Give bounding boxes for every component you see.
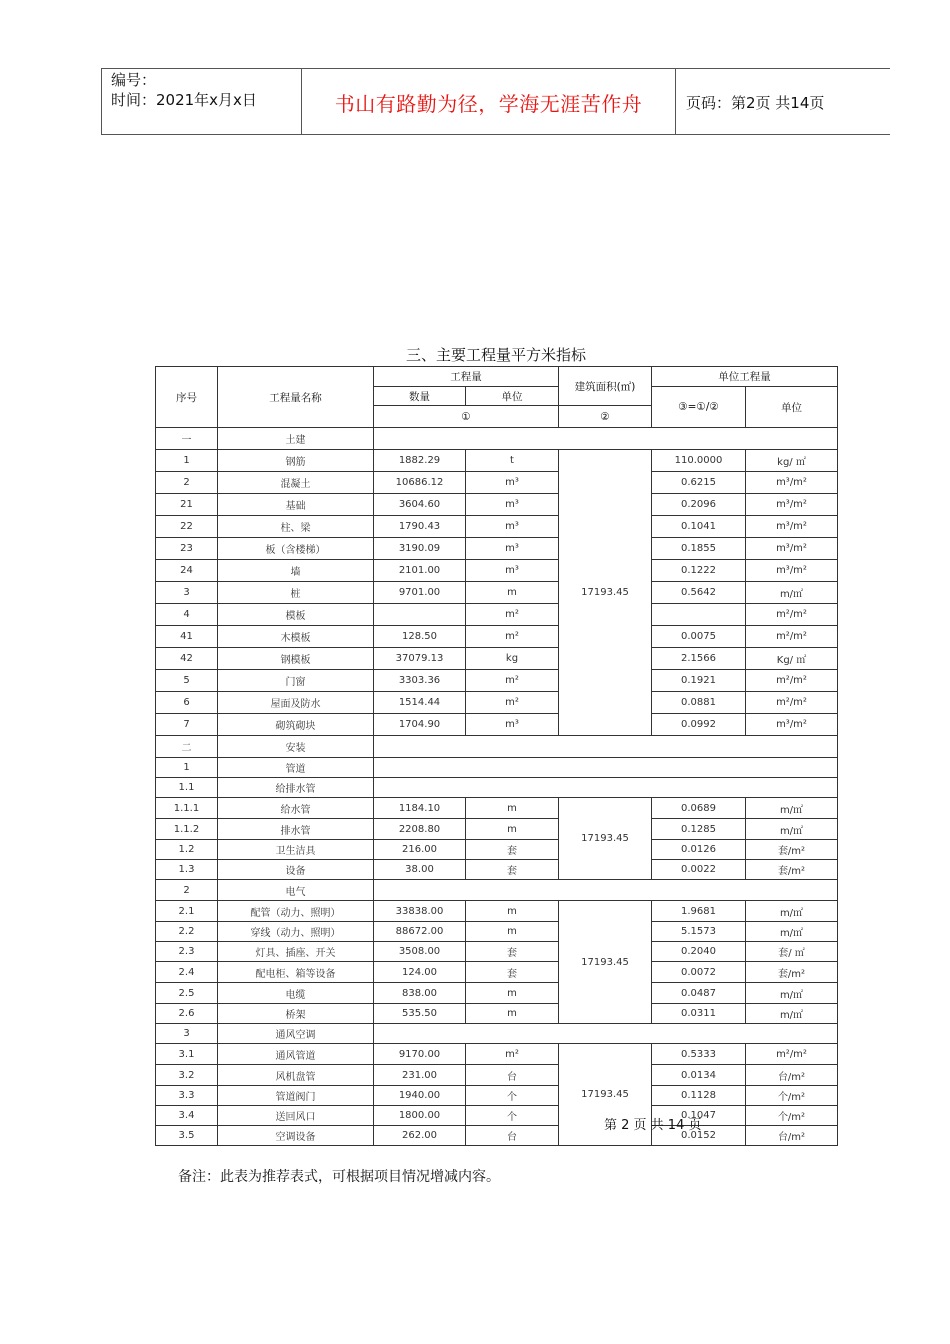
table-row xyxy=(156,942,838,962)
row-quantity: 262.00 xyxy=(374,1126,466,1146)
row-seq: 1.3 xyxy=(156,860,218,880)
quantity-index-table xyxy=(155,366,838,1146)
row-name: 安装 xyxy=(218,736,374,758)
row-ratio: 0.2040 xyxy=(652,942,746,962)
row-seq: 一 xyxy=(156,428,218,450)
table-row xyxy=(156,736,838,758)
row-name: 屋面及防水 xyxy=(218,692,374,714)
row-ratio-unit: m²/m² xyxy=(746,1044,838,1065)
row-unit: m³ xyxy=(466,516,559,538)
row-quantity: 1790.43 xyxy=(374,516,466,538)
row-unit: m³ xyxy=(466,472,559,494)
header-unit-quantity-group: 单位工程量 xyxy=(652,367,838,387)
row-unit: m³ xyxy=(466,538,559,560)
row-unit: m² xyxy=(466,670,559,692)
row-unit: m² xyxy=(466,626,559,648)
table-row xyxy=(156,758,838,778)
row-name: 管道阀门 xyxy=(218,1086,374,1106)
row-unit: m xyxy=(466,1004,559,1024)
table-note: 备注：此表为推荐表式，可根据项目情况增减内容。 xyxy=(178,1169,500,1185)
row-ratio: 0.1041 xyxy=(652,516,746,538)
row-unit: 套 xyxy=(466,962,559,983)
table-row xyxy=(156,860,838,880)
row-seq: 2.4 xyxy=(156,962,218,983)
table-row xyxy=(156,922,838,942)
row-ratio-unit: m/㎡ xyxy=(746,1004,838,1024)
row-ratio-unit: m³/m² xyxy=(746,516,838,538)
table-row xyxy=(156,1086,838,1106)
row-quantity xyxy=(374,604,466,626)
row-unit: m³ xyxy=(466,714,559,736)
header-quantity: 数量 xyxy=(374,387,466,406)
row-unit: m xyxy=(466,798,559,819)
table-row xyxy=(156,798,838,819)
row-ratio-unit: kg/ ㎡ xyxy=(746,450,838,472)
row-ratio-unit: 个/m² xyxy=(746,1086,838,1106)
area-value: 17193.45 xyxy=(559,798,652,880)
table-row xyxy=(156,472,838,494)
row-name: 土建 xyxy=(218,428,374,450)
row-quantity: 216.00 xyxy=(374,840,466,860)
row-ratio-unit: m/㎡ xyxy=(746,901,838,922)
row-ratio-unit: m²/m² xyxy=(746,670,838,692)
row-seq: 5 xyxy=(156,670,218,692)
row-seq: 1 xyxy=(156,450,218,472)
row-unit: kg xyxy=(466,648,559,670)
row-name: 风机盘管 xyxy=(218,1065,374,1086)
row-seq: 2.6 xyxy=(156,1004,218,1024)
header-meta xyxy=(102,69,302,135)
row-seq: 2.5 xyxy=(156,983,218,1004)
row-seq: 3.4 xyxy=(156,1106,218,1126)
row-ratio: 0.0072 xyxy=(652,962,746,983)
row-ratio: 2.1566 xyxy=(652,648,746,670)
row-unit: t xyxy=(466,450,559,472)
row-name: 木模板 xyxy=(218,626,374,648)
row-unit: 套 xyxy=(466,942,559,962)
row-ratio-unit: m³/m² xyxy=(746,714,838,736)
row-seq: 24 xyxy=(156,560,218,582)
row-ratio: 0.1128 xyxy=(652,1086,746,1106)
row-name: 通风管道 xyxy=(218,1044,374,1065)
row-unit: m² xyxy=(466,1044,559,1065)
document-header xyxy=(101,68,890,135)
row-seq: 2 xyxy=(156,472,218,494)
table-row xyxy=(156,604,838,626)
table-row xyxy=(156,1106,838,1126)
row-ratio-unit: m³/m² xyxy=(746,560,838,582)
header-mark-2: ② xyxy=(559,406,652,428)
area-value: 17193.45 xyxy=(559,1044,652,1146)
row-name: 模板 xyxy=(218,604,374,626)
table-row xyxy=(156,582,838,604)
row-unit: m xyxy=(466,819,559,840)
row-ratio xyxy=(652,604,746,626)
row-unit: m xyxy=(466,582,559,604)
row-unit: 个 xyxy=(466,1086,559,1106)
table-row xyxy=(156,1044,838,1065)
table-row xyxy=(156,560,838,582)
table-row xyxy=(156,670,838,692)
area-value: 17193.45 xyxy=(559,450,652,736)
row-ratio: 0.0152 xyxy=(652,1126,746,1146)
row-name: 桩 xyxy=(218,582,374,604)
table-row xyxy=(156,692,838,714)
table-row xyxy=(156,648,838,670)
row-name: 通风空调 xyxy=(218,1024,374,1044)
row-seq: 1.1.1 xyxy=(156,798,218,819)
row-seq: 3.1 xyxy=(156,1044,218,1065)
row-ratio: 1.9681 xyxy=(652,901,746,922)
row-ratio: 0.1285 xyxy=(652,819,746,840)
table-row xyxy=(156,516,838,538)
row-ratio-unit: m³/m² xyxy=(746,538,838,560)
row-name: 设备 xyxy=(218,860,374,880)
row-ratio-unit: m/㎡ xyxy=(746,922,838,942)
row-seq: 2.2 xyxy=(156,922,218,942)
row-ratio-unit: m/㎡ xyxy=(746,582,838,604)
section-blank xyxy=(374,736,838,758)
table-row xyxy=(156,840,838,860)
section-blank xyxy=(374,778,838,798)
row-ratio-unit: 套/m² xyxy=(746,962,838,983)
table-row xyxy=(156,1004,838,1024)
row-quantity: 128.50 xyxy=(374,626,466,648)
row-seq: 7 xyxy=(156,714,218,736)
row-ratio-unit: m³/m² xyxy=(746,472,838,494)
row-ratio-unit: m²/m² xyxy=(746,692,838,714)
row-ratio: 0.0881 xyxy=(652,692,746,714)
table-row xyxy=(156,494,838,516)
row-ratio: 0.5642 xyxy=(652,582,746,604)
row-seq: 2 xyxy=(156,880,218,901)
row-ratio: 0.1047 xyxy=(652,1106,746,1126)
row-ratio: 0.1921 xyxy=(652,670,746,692)
row-seq: 22 xyxy=(156,516,218,538)
page-footer: 第 2 页 共 14 页 xyxy=(604,1118,702,1133)
row-unit: m³ xyxy=(466,560,559,582)
row-name: 管道 xyxy=(218,758,374,778)
row-quantity: 3190.09 xyxy=(374,538,466,560)
row-unit: 套 xyxy=(466,860,559,880)
row-unit: m xyxy=(466,901,559,922)
section-blank xyxy=(374,880,838,901)
row-ratio: 0.0075 xyxy=(652,626,746,648)
row-unit: m xyxy=(466,983,559,1004)
row-name: 板（含楼梯） xyxy=(218,538,374,560)
row-name: 空调设备 xyxy=(218,1126,374,1146)
row-name: 砌筑砌块 xyxy=(218,714,374,736)
row-ratio-unit: m²/m² xyxy=(746,604,838,626)
row-quantity: 124.00 xyxy=(374,962,466,983)
row-ratio: 110.0000 xyxy=(652,450,746,472)
row-quantity: 33838.00 xyxy=(374,901,466,922)
row-name: 混凝土 xyxy=(218,472,374,494)
row-quantity: 3508.00 xyxy=(374,942,466,962)
table-row xyxy=(156,714,838,736)
row-ratio-unit: 套/m² xyxy=(746,860,838,880)
row-unit: 台 xyxy=(466,1065,559,1086)
row-ratio: 5.1573 xyxy=(652,922,746,942)
row-name: 送回风口 xyxy=(218,1106,374,1126)
row-quantity: 88672.00 xyxy=(374,922,466,942)
row-ratio: 0.0487 xyxy=(652,983,746,1004)
row-seq: 3.2 xyxy=(156,1065,218,1086)
row-name: 给水管 xyxy=(218,798,374,819)
row-quantity: 1940.00 xyxy=(374,1086,466,1106)
row-name: 给排水管 xyxy=(218,778,374,798)
header-area: 建筑面积(㎡) xyxy=(559,367,652,406)
row-quantity: 1800.00 xyxy=(374,1106,466,1126)
row-name: 配电柜、箱等设备 xyxy=(218,962,374,983)
row-ratio-unit: 套/m² xyxy=(746,840,838,860)
row-seq: 1.1 xyxy=(156,778,218,798)
row-name: 钢筋 xyxy=(218,450,374,472)
row-name: 配管（动力、照明） xyxy=(218,901,374,922)
row-quantity: 37079.13 xyxy=(374,648,466,670)
row-name: 电气 xyxy=(218,880,374,901)
row-quantity: 231.00 xyxy=(374,1065,466,1086)
row-ratio-unit: m²/m² xyxy=(746,626,838,648)
row-name: 门窗 xyxy=(218,670,374,692)
row-ratio: 0.0022 xyxy=(652,860,746,880)
row-seq: 4 xyxy=(156,604,218,626)
header-formula: ③=①/② xyxy=(652,387,746,428)
row-quantity: 535.50 xyxy=(374,1004,466,1024)
row-seq: 3 xyxy=(156,582,218,604)
row-seq: 二 xyxy=(156,736,218,758)
table-row xyxy=(156,626,838,648)
row-ratio: 0.0992 xyxy=(652,714,746,736)
row-ratio: 0.0134 xyxy=(652,1065,746,1086)
row-name: 桥架 xyxy=(218,1004,374,1024)
section-blank xyxy=(374,758,838,778)
table-row xyxy=(156,962,838,983)
number-label: 编号： xyxy=(111,71,157,89)
row-seq: 42 xyxy=(156,648,218,670)
table-row xyxy=(156,819,838,840)
row-quantity: 9170.00 xyxy=(374,1044,466,1065)
row-quantity: 38.00 xyxy=(374,860,466,880)
table-row xyxy=(156,901,838,922)
row-quantity: 1514.44 xyxy=(374,692,466,714)
area-value: 17193.45 xyxy=(559,901,652,1024)
row-quantity: 2101.00 xyxy=(374,560,466,582)
row-name: 钢模板 xyxy=(218,648,374,670)
row-ratio: 0.0126 xyxy=(652,840,746,860)
row-quantity: 9701.00 xyxy=(374,582,466,604)
row-seq: 6 xyxy=(156,692,218,714)
row-seq: 2.3 xyxy=(156,942,218,962)
section-blank xyxy=(374,1024,838,1044)
row-ratio: 0.2096 xyxy=(652,494,746,516)
row-quantity: 2208.80 xyxy=(374,819,466,840)
row-ratio: 0.5333 xyxy=(652,1044,746,1065)
row-quantity: 10686.12 xyxy=(374,472,466,494)
row-unit: 个 xyxy=(466,1106,559,1126)
header-unit2: 单位 xyxy=(746,387,838,428)
header-quantity-group: 工程量 xyxy=(374,367,559,387)
row-seq: 1.2 xyxy=(156,840,218,860)
row-ratio-unit: 台/m² xyxy=(746,1065,838,1086)
row-ratio: 0.6215 xyxy=(652,472,746,494)
row-seq: 3 xyxy=(156,1024,218,1044)
row-seq: 41 xyxy=(156,626,218,648)
row-unit: 套 xyxy=(466,840,559,860)
row-name: 卫生洁具 xyxy=(218,840,374,860)
row-name: 排水管 xyxy=(218,819,374,840)
header-mark-1: ① xyxy=(374,406,559,428)
row-seq: 21 xyxy=(156,494,218,516)
row-quantity: 3303.36 xyxy=(374,670,466,692)
table-row xyxy=(156,880,838,901)
row-unit: m xyxy=(466,922,559,942)
table-row xyxy=(156,450,838,472)
row-seq: 2.1 xyxy=(156,901,218,922)
row-ratio: 0.0311 xyxy=(652,1004,746,1024)
row-ratio-unit: Kg/ ㎡ xyxy=(746,648,838,670)
row-name: 灯具、插座、开关 xyxy=(218,942,374,962)
table-title: 三、主要工程量平方米指标 xyxy=(405,346,586,364)
table-row xyxy=(156,1065,838,1086)
row-seq: 1.1.2 xyxy=(156,819,218,840)
table-row xyxy=(156,778,838,798)
row-name: 墙 xyxy=(218,560,374,582)
row-quantity: 1704.90 xyxy=(374,714,466,736)
row-quantity: 1882.29 xyxy=(374,450,466,472)
header-slogan: 书山有路勤为径，学海无涯苦作舟 xyxy=(302,69,676,135)
row-seq: 3.5 xyxy=(156,1126,218,1146)
header-unit: 单位 xyxy=(466,387,559,406)
table-row xyxy=(156,983,838,1004)
table-row xyxy=(156,538,838,560)
row-seq: 23 xyxy=(156,538,218,560)
row-seq: 1 xyxy=(156,758,218,778)
row-unit: 台 xyxy=(466,1126,559,1146)
row-name: 基础 xyxy=(218,494,374,516)
row-ratio-unit: m/㎡ xyxy=(746,798,838,819)
row-unit: m³ xyxy=(466,494,559,516)
header-name: 工程量名称 xyxy=(218,367,374,428)
row-quantity: 838.00 xyxy=(374,983,466,1004)
table-row xyxy=(156,1126,838,1146)
row-ratio: 0.0689 xyxy=(652,798,746,819)
header-seq: 序号 xyxy=(156,367,218,428)
row-ratio-unit: m/㎡ xyxy=(746,983,838,1004)
table-row xyxy=(156,428,838,450)
row-seq: 3.3 xyxy=(156,1086,218,1106)
row-name: 柱、梁 xyxy=(218,516,374,538)
row-unit: m² xyxy=(466,692,559,714)
row-quantity: 1184.10 xyxy=(374,798,466,819)
row-ratio: 0.1222 xyxy=(652,560,746,582)
time-label: 时间：2021年x月x日 xyxy=(111,91,257,109)
row-name: 电缆 xyxy=(218,983,374,1004)
row-ratio-unit: 个/m² xyxy=(746,1106,838,1126)
header-page-label: 页码：第2页 共14页 xyxy=(686,93,825,112)
row-ratio: 0.1855 xyxy=(652,538,746,560)
row-ratio-unit: 台/m² xyxy=(746,1126,838,1146)
section-blank xyxy=(374,428,838,450)
row-unit: m² xyxy=(466,604,559,626)
row-ratio-unit: 套/ ㎡ xyxy=(746,942,838,962)
row-ratio-unit: m³/m² xyxy=(746,494,838,516)
table-row xyxy=(156,1024,838,1044)
row-name: 穿线（动力、照明） xyxy=(218,922,374,942)
row-ratio-unit: m/㎡ xyxy=(746,819,838,840)
row-quantity: 3604.60 xyxy=(374,494,466,516)
